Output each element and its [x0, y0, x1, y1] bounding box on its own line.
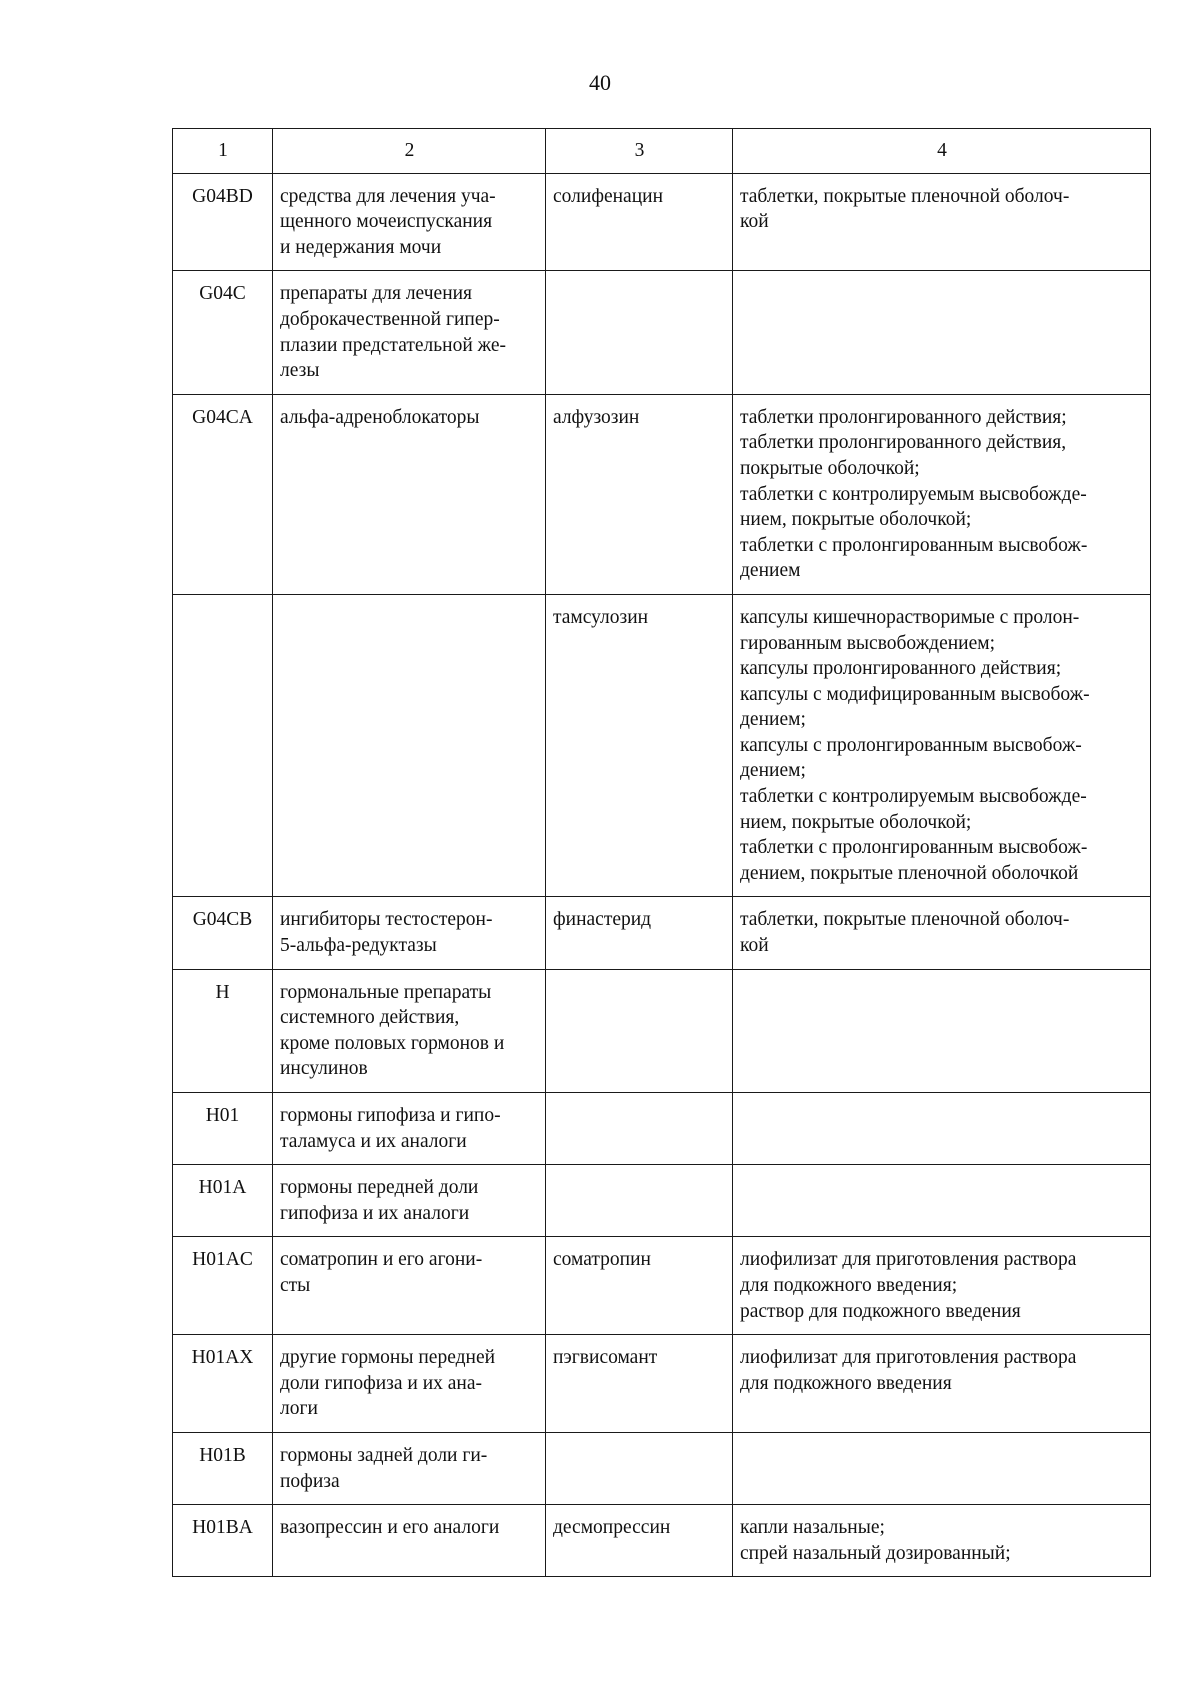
group-text-line: инсулинов — [280, 1058, 368, 1080]
dosage-form-cell — [733, 1165, 1151, 1237]
group-text-line: соматропин и его агони- — [280, 1249, 483, 1271]
drug-name-cell — [546, 969, 733, 1092]
drug-name-cell: финастерид — [546, 897, 733, 969]
group-text-line: лезы — [280, 360, 320, 382]
table-row — [173, 1093, 1151, 1165]
dosage-form-line: капсулы с модифицированным высвобож- — [740, 683, 1090, 705]
dosage-form-line: таблетки, покрытые пленочной оболоч- — [740, 909, 1070, 931]
drug-name-cell — [546, 1432, 733, 1504]
drug-name-cell: соматропин — [546, 1237, 733, 1335]
table-body — [173, 129, 1151, 1577]
pharmacological-group-cell — [273, 1165, 546, 1237]
dosage-form-line: дением; — [740, 760, 806, 782]
pharmacological-group-cell — [273, 969, 546, 1092]
dosage-form-cell — [733, 1335, 1151, 1433]
pharmacological-group-cell — [273, 1093, 546, 1165]
dosage-form-cell — [733, 1093, 1151, 1165]
table-row — [173, 1335, 1151, 1433]
dosage-form-line: лиофилизат для приготовления раствора — [740, 1249, 1077, 1271]
drug-name-cell: пэгвисомант — [546, 1335, 733, 1433]
table-row — [173, 1505, 1151, 1577]
atc-code-cell: H01 — [173, 1093, 273, 1165]
dosage-form-line: таблетки с контролируемым высвобожде- — [740, 483, 1087, 505]
pharmacological-group-cell — [273, 897, 546, 969]
dosage-form-line: дением, покрытые пленочной оболочкой — [740, 862, 1079, 884]
dosage-form-line: капсулы с пролонгированным высвобож- — [740, 734, 1082, 756]
dosage-form-cell — [733, 271, 1151, 394]
dosage-form-line: дением; — [740, 709, 806, 731]
drug-name-cell — [546, 1165, 733, 1237]
group-text-line: системного действия, — [280, 1007, 460, 1029]
atc-code-cell: H01AC — [173, 1237, 273, 1335]
dosage-form-line: спрей назальный дозированный; — [740, 1542, 1011, 1564]
drug-name-cell — [546, 271, 733, 394]
dosage-form-line: кой — [740, 935, 769, 957]
column-header: 3 — [546, 129, 733, 174]
group-text-line: кроме половых гормонов и — [280, 1032, 505, 1054]
table-header-row — [173, 129, 1151, 174]
dosage-form-line: таблетки с пролонгированным высвобож- — [740, 534, 1088, 556]
dosage-form-line: нием, покрытые оболочкой; — [740, 811, 972, 833]
dosage-form-cell — [733, 1505, 1151, 1577]
atc-code-cell: H01A — [173, 1165, 273, 1237]
pharmacological-group-cell — [273, 394, 546, 594]
dosage-form-cell — [733, 969, 1151, 1092]
group-text-line: гипофиза и их аналоги — [280, 1202, 470, 1224]
dosage-form-cell — [733, 394, 1151, 594]
dosage-form-cell — [733, 897, 1151, 969]
dosage-form-line: для подкожного введения — [740, 1372, 952, 1394]
table-row — [173, 173, 1151, 271]
table-row — [173, 1432, 1151, 1504]
group-text-line: гормоны гипофиза и гипо- — [280, 1105, 501, 1126]
dosage-form-line: кой — [740, 211, 769, 233]
group-text-line: доброкачественной гипер- — [280, 308, 500, 330]
table-row — [173, 271, 1151, 394]
drug-name-cell — [546, 1093, 733, 1165]
atc-code-cell: H01BA — [173, 1505, 273, 1577]
drug-name-cell: алфузозин — [546, 394, 733, 594]
pharmacological-group-cell — [273, 1237, 546, 1335]
column-header: 2 — [273, 129, 546, 174]
atc-code-cell: G04CB — [173, 897, 273, 969]
dosage-form-cell — [733, 1432, 1151, 1504]
group-text-line: и недержания мочи — [280, 236, 442, 258]
group-text-line: средства для лечения уча- — [280, 185, 496, 207]
group-text-line: ингибиторы тестостерон- — [280, 909, 493, 931]
dosage-form-line: покрытые оболочкой; — [740, 457, 920, 479]
drug-name-cell: десмопрессин — [546, 1505, 733, 1577]
dosage-form-line: лиофилизат для приготовления раствора — [740, 1347, 1077, 1369]
pharmacological-group-cell — [273, 594, 546, 897]
atc-code-cell: G04CA — [173, 394, 273, 594]
group-text-line: доли гипофиза и их ана- — [280, 1372, 482, 1394]
table-row — [173, 594, 1151, 897]
atc-code-cell: H — [173, 969, 273, 1092]
dosage-form-line: таблетки пролонгированного действия, — [740, 432, 1067, 454]
atc-code-cell — [173, 594, 273, 897]
pharmacological-group-cell — [273, 173, 546, 271]
dosage-form-line: капли назальные; — [740, 1517, 885, 1539]
dosage-form-line: для подкожного введения; — [740, 1274, 958, 1296]
group-text-line: таламуса и их аналоги — [280, 1130, 467, 1152]
group-text-line: вазопрессин и его аналоги — [280, 1517, 500, 1539]
dosage-form-line: таблетки с пролонгированным высвобож- — [740, 837, 1088, 859]
dosage-form-cell — [733, 1237, 1151, 1335]
dosage-form-cell — [733, 594, 1151, 897]
page-number: 40 — [589, 70, 611, 95]
dosage-form-line: гированным высвобождением; — [740, 632, 996, 654]
group-text-line: гормоны передней доли — [280, 1177, 479, 1199]
group-text-line: препараты для лечения — [280, 283, 473, 305]
pharmacological-group-cell — [273, 1432, 546, 1504]
table-row — [173, 1237, 1151, 1335]
column-header: 4 — [733, 129, 1151, 174]
group-text-line: логи — [280, 1398, 318, 1420]
group-text-line: щенного мочеиспускания — [280, 211, 493, 233]
dosage-form-line: капсулы пролонгированного действия; — [740, 658, 1062, 680]
group-text-line: пофиза — [280, 1470, 340, 1492]
dosage-form-line: дением — [740, 560, 801, 582]
drug-name-cell: солифенацин — [546, 173, 733, 271]
drug-name-cell: тамсулозин — [546, 594, 733, 897]
table-row — [173, 897, 1151, 969]
pharmacological-group-cell — [273, 271, 546, 394]
table-row — [173, 969, 1151, 1092]
dosage-form-line: нием, покрытые оболочкой; — [740, 509, 972, 531]
dosage-form-cell — [733, 173, 1151, 271]
atc-code-cell: G04BD — [173, 173, 273, 271]
group-text-line: сты — [280, 1274, 311, 1296]
dosage-form-line: капсулы кишечнорастворимые с пролон- — [740, 606, 1080, 628]
dosage-form-line: раствор для подкожного введения — [740, 1300, 1021, 1322]
pharmacological-group-cell — [273, 1505, 546, 1577]
drug-table — [172, 128, 1151, 1577]
group-text-line: гормональные препараты — [280, 981, 492, 1003]
group-text-line: альфа-адреноблокаторы — [280, 406, 480, 428]
atc-code-cell: G04C — [173, 271, 273, 394]
atc-code-cell: H01AX — [173, 1335, 273, 1433]
group-text-line: гормоны задней доли ги- — [280, 1444, 488, 1466]
group-text-line: 5-альфа-редуктазы — [280, 935, 437, 957]
atc-code-cell: H01B — [173, 1432, 273, 1504]
group-text-line: плазии предстательной же- — [280, 334, 507, 356]
dosage-form-line: таблетки, покрытые пленочной оболоч- — [740, 185, 1070, 207]
dosage-form-line: таблетки с контролируемым высвобожде- — [740, 786, 1087, 808]
pharmacological-group-cell — [273, 1335, 546, 1433]
group-text-line: другие гормоны передней — [280, 1347, 496, 1369]
table-row — [173, 1165, 1151, 1237]
dosage-form-line: таблетки пролонгированного действия; — [740, 406, 1067, 428]
table-row — [173, 394, 1151, 594]
column-header: 1 — [173, 129, 273, 174]
